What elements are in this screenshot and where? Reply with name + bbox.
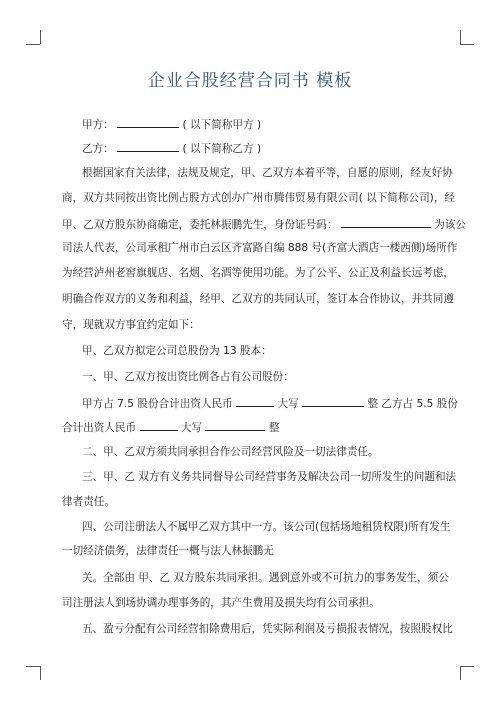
text-span: 为该公 (434, 219, 466, 231)
paragraph-line: 二、甲、乙双方须共同承担合作公司经营风险及一切法律责任。 (82, 446, 379, 458)
paragraph-line (62, 216, 466, 232)
text-span: 整 乙方占 5.5 股份 (367, 398, 458, 410)
paragraph-line: 司注册法人到场协调办理事务的，其产生费用及损失均有公司承担。 (62, 597, 380, 609)
paragraph-line: 三、甲、乙 双方有义务共同督导公司经营事务及解决公司一切所发生的问题和法 (82, 471, 457, 483)
paragraph-line: 律者责任。 (62, 496, 115, 508)
crop-mark-top-right-v (460, 30, 461, 44)
text-span: 甲、乙双方股东协商确定，委托林振鹏先生，身份证号码： (62, 219, 338, 231)
investment-line-a (82, 395, 458, 411)
crop-mark-bottom-left-h (26, 666, 40, 667)
paragraph-line: 守，现就双方事宜约定如下： (62, 319, 200, 331)
crop-mark-top-left-h (26, 44, 40, 45)
paragraph-line: 商，双方共同按出资比例占股方式创办广州市腾伟贸易有限公司( 以下简称公司)，经 (62, 192, 456, 204)
paragraph-line: 一切经济债务，法律责任一概与法人林振鹏无 (62, 545, 274, 557)
crop-mark-bottom-right-v (460, 666, 461, 680)
investment-line-b (62, 419, 452, 435)
text-span: 甲方占 7.5 股份合计出资人民币 (82, 398, 233, 410)
amount-words-blank[interactable] (302, 395, 364, 407)
amount-blank[interactable] (140, 419, 178, 431)
amount-words-blank[interactable] (205, 419, 265, 431)
crop-mark-bottom-left-v (40, 666, 41, 680)
crop-mark-top-left-v (40, 30, 41, 44)
party-a-line (82, 116, 452, 132)
paragraph-line: 一、甲、乙双方按出资比例各占有公司股份： (82, 371, 294, 383)
party-b-blank[interactable] (117, 140, 179, 152)
crop-mark-bottom-right-h (460, 666, 474, 667)
party-b-suffix: ( 以下简称乙方 ) (182, 143, 262, 155)
paragraph-line: 关。全部由 甲、乙 双方股东共同承担。遇到意外或不可抗力的事务发生，须公 (82, 572, 449, 584)
party-b-line (82, 140, 452, 156)
paragraph-line: 五、盈亏分配有公司经营扣除费用后，凭实际利润及亏损报表情况，按照股权比 (82, 623, 453, 635)
id-number-blank[interactable] (341, 216, 431, 228)
text-span: 合计出资人民币 (62, 422, 137, 434)
party-a-blank[interactable] (117, 116, 179, 128)
paragraph-line: 为经营泸州老窖旗舰店、名烟、名酒等使用功能。为了公平、公正及利益长远考虑， (62, 267, 454, 279)
amount-blank[interactable] (236, 395, 274, 407)
paragraph-line: 甲、乙双方拟定公司总股份为 13 股本： (82, 345, 272, 357)
party-b-label: 乙方： (82, 143, 114, 155)
document-title: 企业合股经营合同书 模板 (147, 71, 353, 91)
paragraph-line: 司法人代表，公司承租广州市白云区齐富路自编 888 号(齐富大酒店一楼西侧)场所作 (62, 242, 458, 254)
text-span: 大写 (277, 398, 299, 410)
text-span: 整 (268, 422, 280, 434)
party-a-suffix: ( 以下简称甲方 ) (182, 119, 262, 131)
paragraph-line: 明确合作双方的义务和利益，经甲、乙双方的共同认可，签订本合作协议，并共同遵 (62, 293, 454, 305)
text-span: 大写 (180, 422, 203, 434)
paragraph-line: 根据国家有关法律，法规及规定，甲、乙双方本着平等，自愿的原则，经友好协 (82, 167, 453, 179)
paragraph-line: 四、公司注册法人不属甲乙双方其中一方。该公司(包括场地租赁权限)所有发生 (82, 521, 451, 533)
party-a-label: 甲方： (82, 119, 114, 131)
crop-mark-top-right-h (460, 44, 474, 45)
